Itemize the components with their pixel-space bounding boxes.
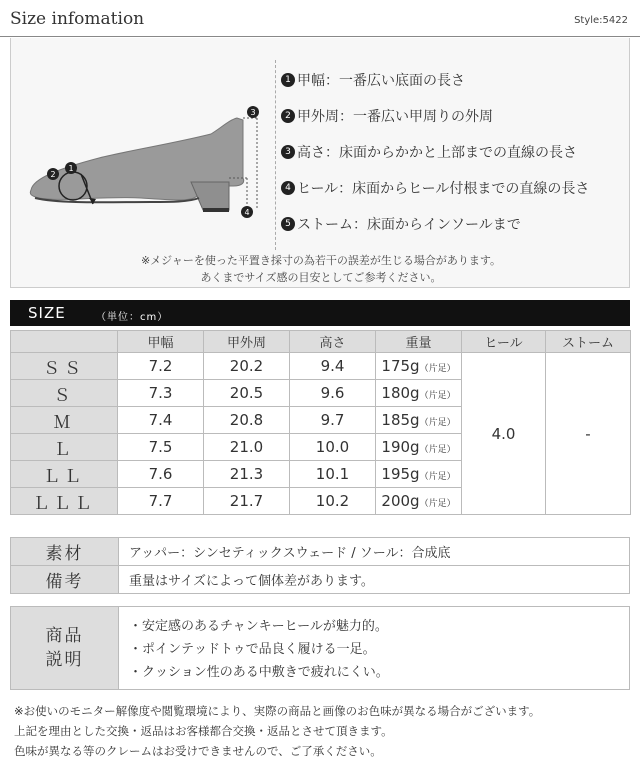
header-divider [0,36,640,37]
feature-list [129,615,389,684]
svg-text:3: 3 [250,108,256,117]
size-unit: （単位：cm） [96,312,169,323]
size-label: ＬＬ [11,461,118,488]
girth-cell: 21.7 [204,488,290,515]
material-label: 素材 [11,538,119,566]
svg-text:2: 2 [50,170,56,179]
description-label: 商品 説明 [11,607,119,689]
product-description [10,606,630,690]
girth-cell: 21.0 [204,434,290,461]
definition-item: 2 甲外周：一番広い甲周りの外周 [281,98,589,134]
remarks-value: 重量はサイズによって個体差があります。 [119,566,630,594]
material-value: アッパー：シンセティックスウェード / ソール：合成底 [119,538,630,566]
weight-cell: 200g（片足） [376,488,462,515]
table-row [11,353,631,380]
page-title: Size infomation [10,9,145,29]
header [0,0,640,38]
column-header: 甲外周 [204,331,290,353]
size-title: SIZE [28,304,66,322]
disclaimer [14,701,540,761]
disclaimer-line: 色味が異なる等のクレームはお受けできませんので、ご了承ください。 [14,744,382,758]
girth-cell: 20.5 [204,380,290,407]
width-cell: 7.4 [118,407,204,434]
measurement-diagram [10,38,630,288]
number-badge-icon: 3 [281,145,295,159]
girth-cell: 20.2 [204,353,290,380]
disclaimer-line: ※お使いのモニター解像度や閲覧環境により、実際の商品と画像のお色味が異なる場合がございます。 [14,704,541,718]
svg-text:1: 1 [68,164,74,173]
width-cell: 7.5 [118,434,204,461]
measurement-note: ※メジャーを使った平置き採寸の為若干の誤差が生じる場合があります。 [140,254,502,267]
weight-cell: 190g（片足） [376,434,462,461]
height-cell: 10.1 [290,461,376,488]
girth-cell: 21.3 [204,461,290,488]
column-header: 高さ [290,331,376,353]
heel-cell: 4.0 [462,353,546,515]
height-cell: 10.0 [290,434,376,461]
number-badge-icon: 2 [281,109,295,123]
storm-cell: - [546,353,631,515]
table-header-row [11,331,631,353]
size-label: Ｌ [11,434,118,461]
girth-cell: 20.8 [204,407,290,434]
size-section-header [10,300,630,326]
width-cell: 7.7 [118,488,204,515]
style-number: Style:5422 [574,15,628,26]
size-label: ＬＬＬ [11,488,118,515]
height-cell: 10.2 [290,488,376,515]
list-item: ・ポインテッドトゥで品良く履ける一足。 [129,642,376,657]
spec-table [10,537,630,594]
height-cell: 9.4 [290,353,376,380]
measurement-note: あくまでサイズ感の目安としてご参考ください。 [200,271,442,284]
number-badge-icon: 4 [281,181,295,195]
width-cell: 7.3 [118,380,204,407]
width-cell: 7.6 [118,461,204,488]
list-item: ・安定感のあるチャンキーヒールが魅力的。 [129,619,388,634]
definition-item: 5 ストーム：床面からインソールまで [281,206,589,242]
measurement-definitions [281,62,589,242]
remarks-row [11,566,630,594]
column-header: ストーム [546,331,631,353]
weight-cell: 175g（片足） [376,353,462,380]
size-label: Ｍ [11,407,118,434]
definition-item: 3 高さ：床面からかかと上部までの直線の長さ [281,134,589,170]
shoe-illustration [21,98,261,218]
number-badge-icon: 5 [281,217,295,231]
width-cell: 7.2 [118,353,204,380]
weight-cell: 185g（片足） [376,407,462,434]
number-badge-icon: 1 [281,73,295,87]
size-table [10,330,631,515]
size-label: ＳＳ [11,353,118,380]
definition-item: 1 甲幅：一番広い底面の長さ [281,62,589,98]
definition-item: 4 ヒール：床面からヒール付根までの直線の長さ [281,170,589,206]
material-row [11,538,630,566]
list-item: ・クッション性のある中敷きで疲れにくい。 [129,665,389,680]
disclaimer-line: 上記を理由とした交換・返品はお客様都合交換・返品とさせて頂きます。 [14,724,393,738]
weight-cell: 195g（片足） [376,461,462,488]
svg-text:4: 4 [244,208,250,217]
size-label: Ｓ [11,380,118,407]
remarks-label: 備考 [11,566,119,594]
height-cell: 9.6 [290,380,376,407]
diagram-divider [275,60,276,250]
weight-cell: 180g（片足） [376,380,462,407]
height-cell: 9.7 [290,407,376,434]
column-header: ヒール [462,331,546,353]
column-header: 甲幅 [118,331,204,353]
header-corner [11,331,118,353]
column-header: 重量 [376,331,462,353]
